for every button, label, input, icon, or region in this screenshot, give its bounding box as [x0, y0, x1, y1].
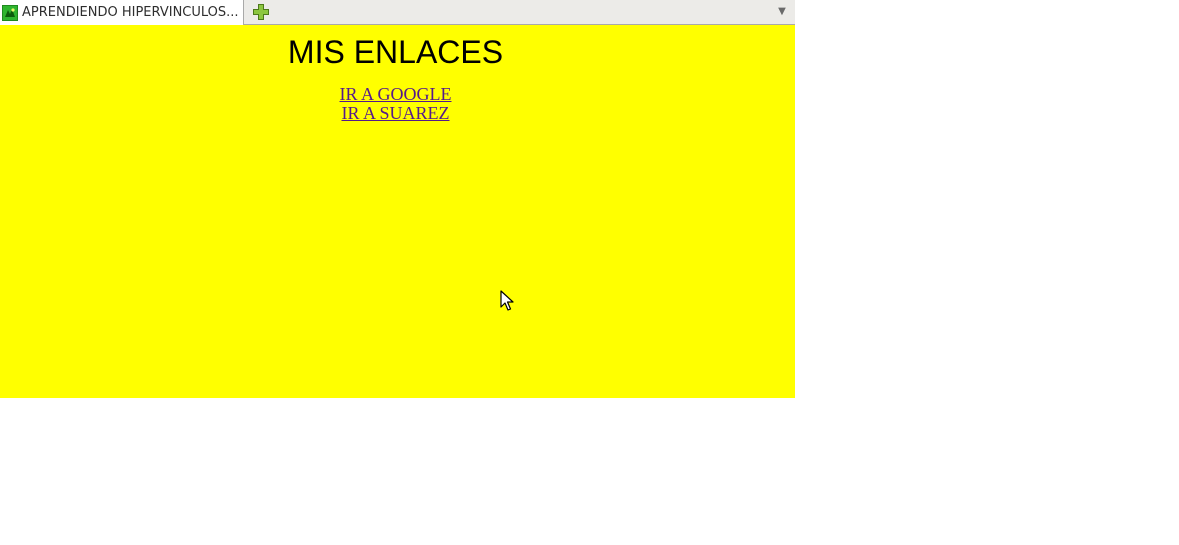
tab-list-button[interactable]	[775, 4, 789, 20]
tab-active[interactable]	[0, 0, 244, 25]
browser-window	[0, 0, 795, 398]
green-page-favicon-icon	[2, 5, 18, 21]
tab-bar	[0, 0, 795, 25]
page-viewport	[0, 25, 795, 398]
link-list	[0, 85, 791, 123]
link-google[interactable]: IR A GOOGLE	[339, 84, 452, 104]
link-suarez[interactable]: IR A SUAREZ	[341, 103, 450, 123]
arrow-cursor-icon	[500, 290, 514, 314]
page-title: MIS ENLACES	[287, 34, 504, 70]
new-tab-button[interactable]	[252, 3, 270, 21]
plus-icon	[252, 3, 270, 21]
tab-title: APRENDIENDO HIPERVINCULOS...	[22, 5, 239, 20]
chevron-down-icon: ▼	[778, 6, 786, 17]
